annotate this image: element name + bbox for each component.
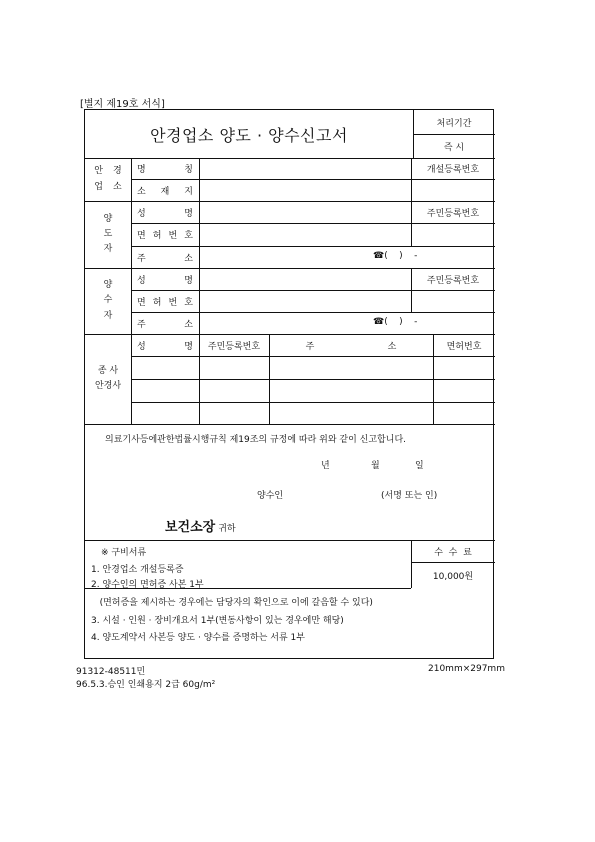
footer-form-code: 91312-48511민 [76,667,146,677]
transferee-license-label: 면 허 번 호 [137,297,193,308]
staff-header-address: 주 소 [305,341,397,352]
recipient-suffix: 귀하 [218,523,236,534]
fee-value: 10,000원 [432,571,474,582]
staff-row-3[interactable] [132,403,494,423]
transferee-name-label: 성 명 [137,275,193,286]
shop-name-field[interactable] [200,159,410,178]
transferor-id-label: 주민등록번호 [426,208,480,219]
staff-header-name: 성 명 [137,341,193,352]
transferor-address-field[interactable] [200,247,370,267]
fee-label: 수 수 료 [434,547,472,558]
transferee-address-field[interactable] [200,313,370,333]
date-month-label: 월 [371,461,380,471]
transferee-address-label: 주 소 [137,319,193,330]
transferor-license-field[interactable] [200,224,410,245]
transferor-id-field[interactable] [412,224,494,245]
processing-period-label: 처리기간 [436,118,472,129]
shop-address-label: 소 재 지 [137,186,193,197]
recipient-line [165,516,236,535]
transferee-section-label: 양 수 자 [103,280,113,321]
transferor-phone-field[interactable]: ☎( ) - [373,251,418,261]
form-title: 안경업소 양도 · 양수신고서 [150,125,348,145]
transferor-name-label: 성 명 [137,208,193,219]
applicant-label: 양수인 [257,491,284,501]
declaration-text: 의료기사등에관한법률시행규칙 제19조의 규정에 따라 위와 같이 신고합니다. [105,434,406,445]
transferee-license-field[interactable] [200,291,410,311]
processing-period-value: 즉 시 [443,142,465,153]
transferee-phone-field[interactable]: ☎( ) - [373,317,418,327]
recipient-title: 보건소장 [165,520,216,535]
footer-approval: 96.5.3.승인 인쇄용지 2급 60g/m² [76,680,216,690]
doc-item-4: 4. 양도계약서 사본등 양도 · 양수를 증명하는 서류 1부 [91,632,305,643]
transferor-section-label: 양 도 자 [103,213,113,255]
transferee-id-label: 주민등록번호 [426,275,480,286]
shop-registration-label: 개설등록번호 [426,165,480,175]
staff-row-1[interactable] [132,357,494,378]
date-year-label: 년 [321,461,330,471]
date-day-label: 일 [415,461,424,471]
signature-note: (서명 또는 인) [381,491,438,501]
staff-header-license: 면허번호 [446,341,482,352]
staff-row-2[interactable] [132,380,494,401]
form-frame [84,109,494,659]
transferor-license-label: 면 허 번 호 [137,231,193,241]
form-number-tag: [별지 제19호 서식] [80,99,165,110]
shop-name-label: 명 칭 [137,165,193,175]
doc-item-2-note: (면허증을 제시하는 경우에는 담당자의 확인으로 이에 갈음할 수 있다) [91,597,373,608]
doc-item-2: 2. 양수인의 면허증 사본 1부 [91,579,204,590]
transferee-name-field[interactable] [200,269,410,289]
transferor-address-label: 주 소 [137,253,193,264]
shop-address-field[interactable] [200,180,410,200]
transferor-name-field[interactable] [200,202,410,222]
doc-item-3: 3. 시설 · 인원 · 장비개요서 1부(변동사항이 있는 경우에만 해당) [91,615,344,626]
docs-header: ※ 구비서류 [101,547,147,558]
doc-item-1: 1. 안경업소 개설등록증 [91,564,184,575]
staff-header-id: 주민등록번호 [207,341,261,352]
footer-paper-size: 210mm×297mm [428,664,505,674]
shop-section-label: 안 경 업 소 [94,166,122,192]
shop-registration-field[interactable] [412,180,494,200]
staff-section-label: 종 사 안경사 [94,365,122,391]
transferee-id-field[interactable] [412,291,494,311]
